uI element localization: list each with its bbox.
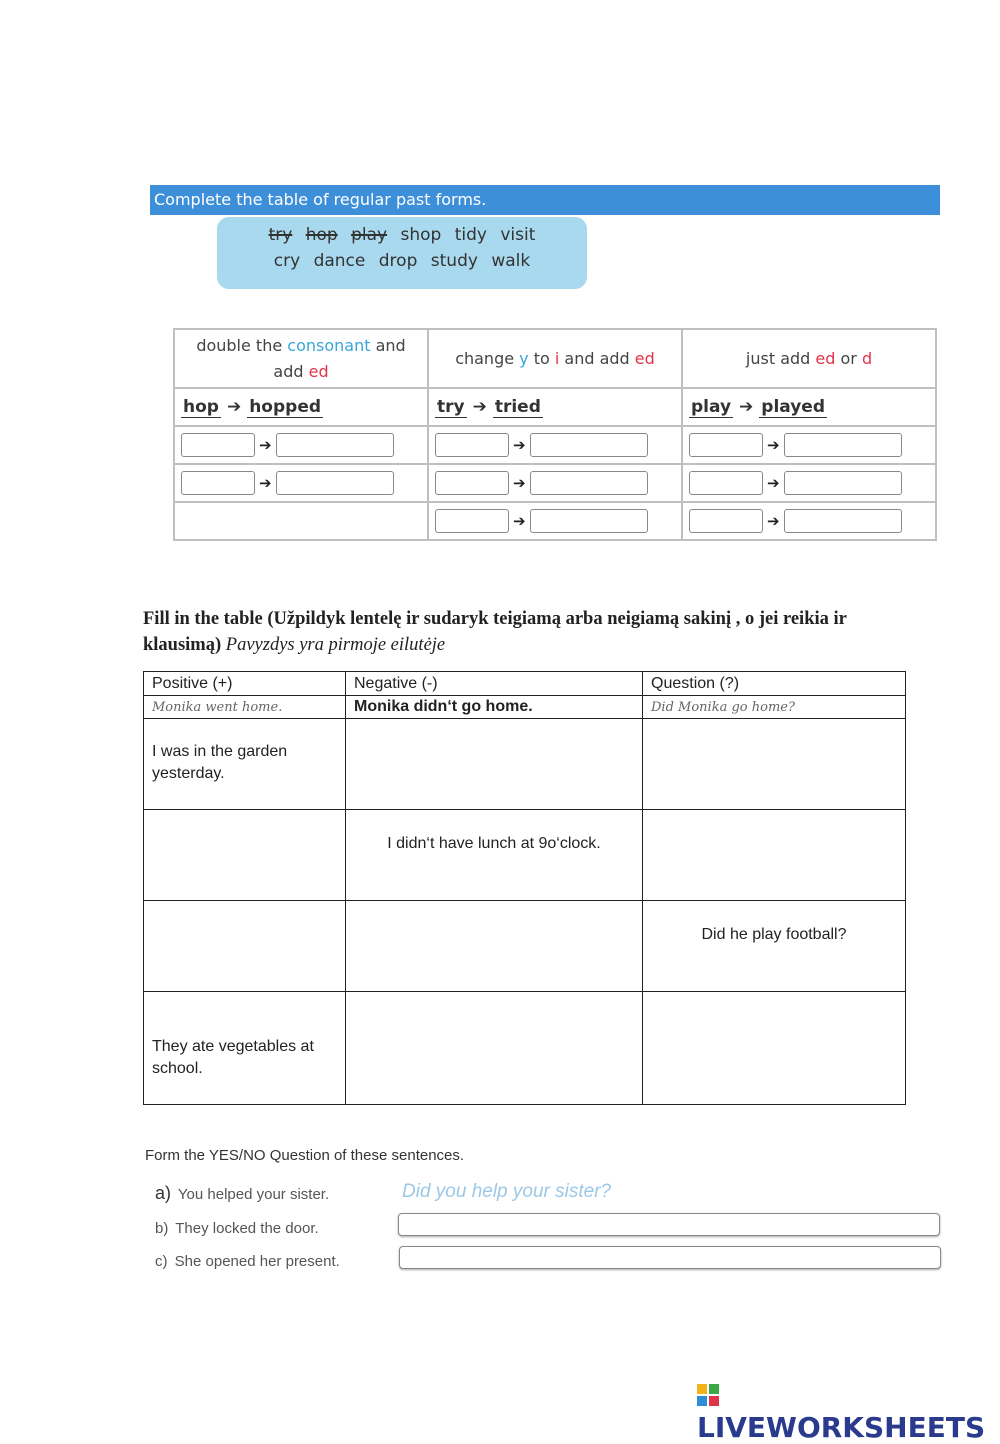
- word-drop: drop: [378, 251, 418, 271]
- arrow-icon: ➔: [513, 512, 526, 530]
- row4-question-input[interactable]: [643, 992, 906, 1105]
- answer-cell: [682, 426, 936, 464]
- logo-text: LIVEWORKSHEETS: [697, 1411, 986, 1444]
- word-hop: hop: [305, 225, 338, 245]
- arrow-icon: ➔: [472, 396, 487, 417]
- past-input[interactable]: [530, 433, 648, 457]
- example-try: [428, 388, 682, 426]
- word-bank-row-2: [217, 248, 587, 274]
- empty-cell: [174, 502, 428, 540]
- yes-no-item-c: [155, 1253, 340, 1270]
- header-just-add: [682, 329, 936, 388]
- yes-no-item-a: [155, 1183, 329, 1204]
- word-bank: [217, 217, 587, 289]
- word-tidy: tidy: [454, 225, 487, 245]
- answer-input-b[interactable]: [398, 1213, 940, 1236]
- row4-negative-input[interactable]: [346, 992, 643, 1105]
- header-positive: Positive (+): [144, 672, 346, 696]
- past-input[interactable]: [530, 509, 648, 533]
- header-text: and add: [559, 348, 635, 368]
- header-text: to: [528, 348, 555, 368]
- arrow-icon: ➔: [513, 474, 526, 492]
- past-forms-header-row: [174, 329, 936, 388]
- header-d: d: [861, 348, 873, 368]
- example-past: played: [761, 396, 826, 417]
- header-double-consonant: [174, 329, 428, 388]
- base-input[interactable]: [435, 433, 509, 457]
- base-input[interactable]: [689, 509, 763, 533]
- sentence-row: [144, 810, 906, 901]
- past-forms-example-row: [174, 388, 936, 426]
- sentence-table: [143, 671, 906, 1105]
- example-past: tried: [494, 396, 541, 417]
- example-base: play: [691, 396, 732, 417]
- arrow-icon: ➔: [767, 474, 780, 492]
- past-input[interactable]: [784, 509, 902, 533]
- answer-cell: [174, 426, 428, 464]
- row1-positive: I was in the garden yesterday.: [144, 719, 346, 810]
- answer-cell: [428, 426, 682, 464]
- example-negative: Monika didn‘t go home.: [346, 696, 643, 719]
- answer-cell: [174, 464, 428, 502]
- past-forms-row: [174, 426, 936, 464]
- arrow-icon: ➔: [513, 436, 526, 454]
- yes-no-title: Form the YES/NO Question of these sentences.: [145, 1147, 465, 1164]
- word-bank-row-1: [217, 222, 587, 248]
- word-play: play: [351, 225, 388, 245]
- example-hop: [174, 388, 428, 426]
- past-input[interactable]: [784, 471, 902, 495]
- header-text: double the: [196, 335, 288, 355]
- past-forms-table: [173, 328, 937, 541]
- base-input[interactable]: [181, 471, 255, 495]
- answer-cell: [428, 464, 682, 502]
- header-ed: ed: [634, 348, 655, 368]
- liveworksheets-logo: [697, 1378, 1000, 1444]
- arrow-icon: ➔: [226, 396, 242, 417]
- header-consonant: consonant: [287, 335, 371, 355]
- arrow-icon: ➔: [259, 436, 272, 454]
- arrow-icon: ➔: [767, 436, 780, 454]
- item-sentence: You helped your sister.: [177, 1186, 330, 1203]
- header-change-y: [428, 329, 682, 388]
- example-play: [682, 388, 936, 426]
- base-input[interactable]: [181, 433, 255, 457]
- header-text: or: [835, 348, 862, 368]
- example-positive: Monika went home.: [144, 696, 346, 719]
- word-study: study: [430, 251, 478, 271]
- row2-negative: I didn‘t have lunch at 9o‘clock.: [346, 810, 643, 901]
- header-question: Question (?): [643, 672, 906, 696]
- exercise-title: Complete the table of regular past forms.: [154, 190, 487, 209]
- base-input[interactable]: [689, 433, 763, 457]
- base-input[interactable]: [435, 471, 509, 495]
- word-try: try: [268, 225, 293, 245]
- past-input[interactable]: [276, 433, 394, 457]
- answer-cell: [682, 502, 936, 540]
- example-past: hopped: [249, 396, 322, 417]
- word-visit: visit: [500, 225, 536, 245]
- header-text: change: [455, 348, 520, 368]
- answer-cell: [682, 464, 936, 502]
- row1-negative-input[interactable]: [346, 719, 643, 810]
- sentence-header-row: [144, 672, 906, 696]
- row1-question-input[interactable]: [643, 719, 906, 810]
- item-letter: b): [155, 1220, 169, 1237]
- item-sentence: She opened her present.: [174, 1253, 340, 1270]
- row3-negative-input[interactable]: [346, 901, 643, 992]
- fill-table-instructions: [143, 606, 923, 658]
- base-input[interactable]: [435, 509, 509, 533]
- exercise-title-bar: [150, 185, 940, 215]
- instructions-italic: Pavyzdys yra pirmoje eilutėje: [221, 635, 446, 655]
- row2-question-input[interactable]: [643, 810, 906, 901]
- example-base: try: [437, 396, 465, 417]
- row3-positive-input[interactable]: [144, 901, 346, 992]
- header-ed: ed: [308, 361, 329, 381]
- row2-positive-input[interactable]: [144, 810, 346, 901]
- instructions-bold: Fill in the table (Užpildyk lentelę ir sudaryk teigiamą arba neigiamą sakinį , o jei reikia ir klausimą): [143, 609, 847, 655]
- example-question: Did Monika go home?: [643, 696, 906, 719]
- yes-no-item-b: [155, 1220, 319, 1237]
- past-forms-row: [174, 502, 936, 540]
- past-input[interactable]: [784, 433, 902, 457]
- word-shop: shop: [400, 225, 442, 245]
- arrow-icon: ➔: [739, 396, 754, 417]
- header-negative: Negative (-): [346, 672, 643, 696]
- sentence-row: [144, 901, 906, 992]
- header-text: add: [273, 361, 309, 381]
- past-input[interactable]: [276, 471, 394, 495]
- past-forms-row: [174, 464, 936, 502]
- answer-cell: [428, 502, 682, 540]
- arrow-icon: ➔: [259, 474, 272, 492]
- item-letter: c): [155, 1253, 168, 1270]
- item-letter: a): [155, 1183, 172, 1203]
- item-sentence: They locked the door.: [175, 1220, 319, 1237]
- sentence-row: [144, 719, 906, 810]
- base-input[interactable]: [689, 471, 763, 495]
- word-dance: dance: [313, 251, 366, 271]
- answer-input-c[interactable]: [399, 1246, 941, 1269]
- word-cry: cry: [273, 251, 301, 271]
- sentence-example-row: [144, 696, 906, 719]
- word-walk: walk: [491, 251, 531, 271]
- header-y: y: [519, 348, 529, 368]
- header-text: just add: [745, 348, 816, 368]
- row3-question: Did he play football?: [643, 901, 906, 992]
- header-text: and: [370, 335, 406, 355]
- arrow-icon: ➔: [767, 512, 780, 530]
- past-input[interactable]: [530, 471, 648, 495]
- example-base: hop: [183, 396, 219, 417]
- row4-positive: They ate vegetables at school.: [144, 992, 346, 1105]
- yes-no-example-answer: Did you help your sister?: [402, 1181, 612, 1202]
- sentence-row: [144, 992, 906, 1105]
- header-ed: ed: [815, 348, 836, 368]
- liveworksheets-mark-icon: [697, 1384, 719, 1406]
- header-i: i: [554, 348, 560, 368]
